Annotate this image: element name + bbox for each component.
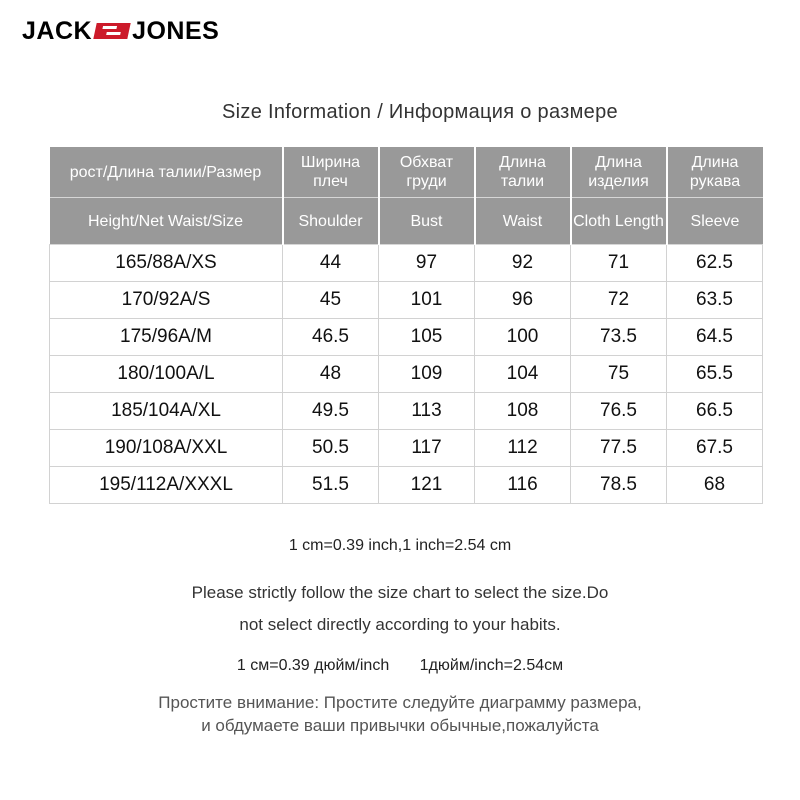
cell-shoulder: 44 [283, 245, 379, 282]
conversion-note-en: 1 cm=0.39 inch,1 inch=2.54 cm [288, 537, 512, 554]
advice-line-2: not select directly according to your habits. [239, 615, 561, 634]
cell-cloth-length: 73.5 [571, 319, 667, 356]
cell-size: 195/112A/XXXL [50, 467, 283, 504]
cell-sleeve: 64.5 [667, 319, 763, 356]
cell-bust: 113 [379, 393, 475, 430]
header-sleeve-en: Sleeve [667, 198, 763, 245]
cell-sleeve: 62.5 [667, 245, 763, 282]
header-waist-ru: Длина талии [475, 147, 571, 198]
header-sleeve-ru: Длина рукава [667, 147, 763, 198]
cell-shoulder: 49.5 [283, 393, 379, 430]
cell-size: 170/92A/S [50, 282, 283, 319]
size-table-body [50, 245, 763, 504]
cell-size: 190/108A/XXL [50, 430, 283, 467]
cell-sleeve: 63.5 [667, 282, 763, 319]
brand-logo [22, 18, 219, 44]
table-row [50, 467, 763, 504]
table-row [50, 282, 763, 319]
header-size-ru: рост/Длина талии/Размер [50, 147, 283, 198]
advice-note-ru [0, 691, 800, 737]
advice-ru-line-1: Простите внимание: Простите следуйте диаграмму размера, [158, 693, 642, 712]
cell-bust: 105 [379, 319, 475, 356]
size-table [49, 147, 763, 504]
cell-size: 175/96A/M [50, 319, 283, 356]
brand-name-right: JONES [132, 16, 220, 45]
cell-shoulder: 50.5 [283, 430, 379, 467]
cell-waist: 92 [475, 245, 571, 282]
cell-size: 165/88A/XS [50, 245, 283, 282]
cell-size: 185/104A/XL [50, 393, 283, 430]
conversion-ru-cm: 1 см=0.39 дюйм/inch [236, 657, 390, 674]
cell-cloth-length: 72 [571, 282, 667, 319]
flag-icon [93, 23, 130, 39]
cell-bust: 121 [379, 467, 475, 504]
header-waist-en: Waist [475, 198, 571, 245]
cell-cloth-length: 76.5 [571, 393, 667, 430]
cell-bust: 117 [379, 430, 475, 467]
table-row [50, 245, 763, 282]
cell-waist: 116 [475, 467, 571, 504]
advice-line-1: Please strictly follow the size chart to select the size.Do [191, 583, 609, 602]
table-row [50, 430, 763, 467]
cell-bust: 101 [379, 282, 475, 319]
conversion-note-ru [0, 657, 800, 675]
cell-sleeve: 65.5 [667, 356, 763, 393]
header-row-ru [50, 147, 763, 198]
header-bust-ru: Обхват груди [379, 147, 475, 198]
header-size-en: Height/Net Waist/Size [50, 198, 283, 245]
cell-waist: 100 [475, 319, 571, 356]
cell-bust: 109 [379, 356, 475, 393]
cell-waist: 112 [475, 430, 571, 467]
cell-cloth-length: 71 [571, 245, 667, 282]
header-cloth-length-en: Cloth Length [571, 198, 667, 245]
advice-note-en [0, 577, 800, 641]
page-title: Size Information / Информация о размере [222, 101, 618, 123]
cell-cloth-length: 77.5 [571, 430, 667, 467]
advice-ru-line-2: и обдумаете ваши привычки обычные,пожалуйста [201, 716, 599, 735]
table-row [50, 393, 763, 430]
cell-sleeve: 68 [667, 467, 763, 504]
header-bust-en: Bust [379, 198, 475, 245]
cell-waist: 104 [475, 356, 571, 393]
cell-shoulder: 48 [283, 356, 379, 393]
conversion-ru-inch: 1дюйм/inch=2.54см [419, 657, 564, 674]
cell-sleeve: 67.5 [667, 430, 763, 467]
cell-waist: 96 [475, 282, 571, 319]
cell-size: 180/100A/L [50, 356, 283, 393]
header-shoulder-en: Shoulder [283, 198, 379, 245]
brand-name-left: JACK [22, 16, 93, 45]
table-row [50, 356, 763, 393]
cell-cloth-length: 75 [571, 356, 667, 393]
cell-shoulder: 46.5 [283, 319, 379, 356]
cell-waist: 108 [475, 393, 571, 430]
cell-shoulder: 51.5 [283, 467, 379, 504]
cell-cloth-length: 78.5 [571, 467, 667, 504]
header-cloth-length-ru: Длина изделия [571, 147, 667, 198]
cell-bust: 97 [379, 245, 475, 282]
cell-sleeve: 66.5 [667, 393, 763, 430]
cell-shoulder: 45 [283, 282, 379, 319]
header-row-en [50, 198, 763, 245]
header-shoulder-ru: Ширина плеч [283, 147, 379, 198]
table-row [50, 319, 763, 356]
